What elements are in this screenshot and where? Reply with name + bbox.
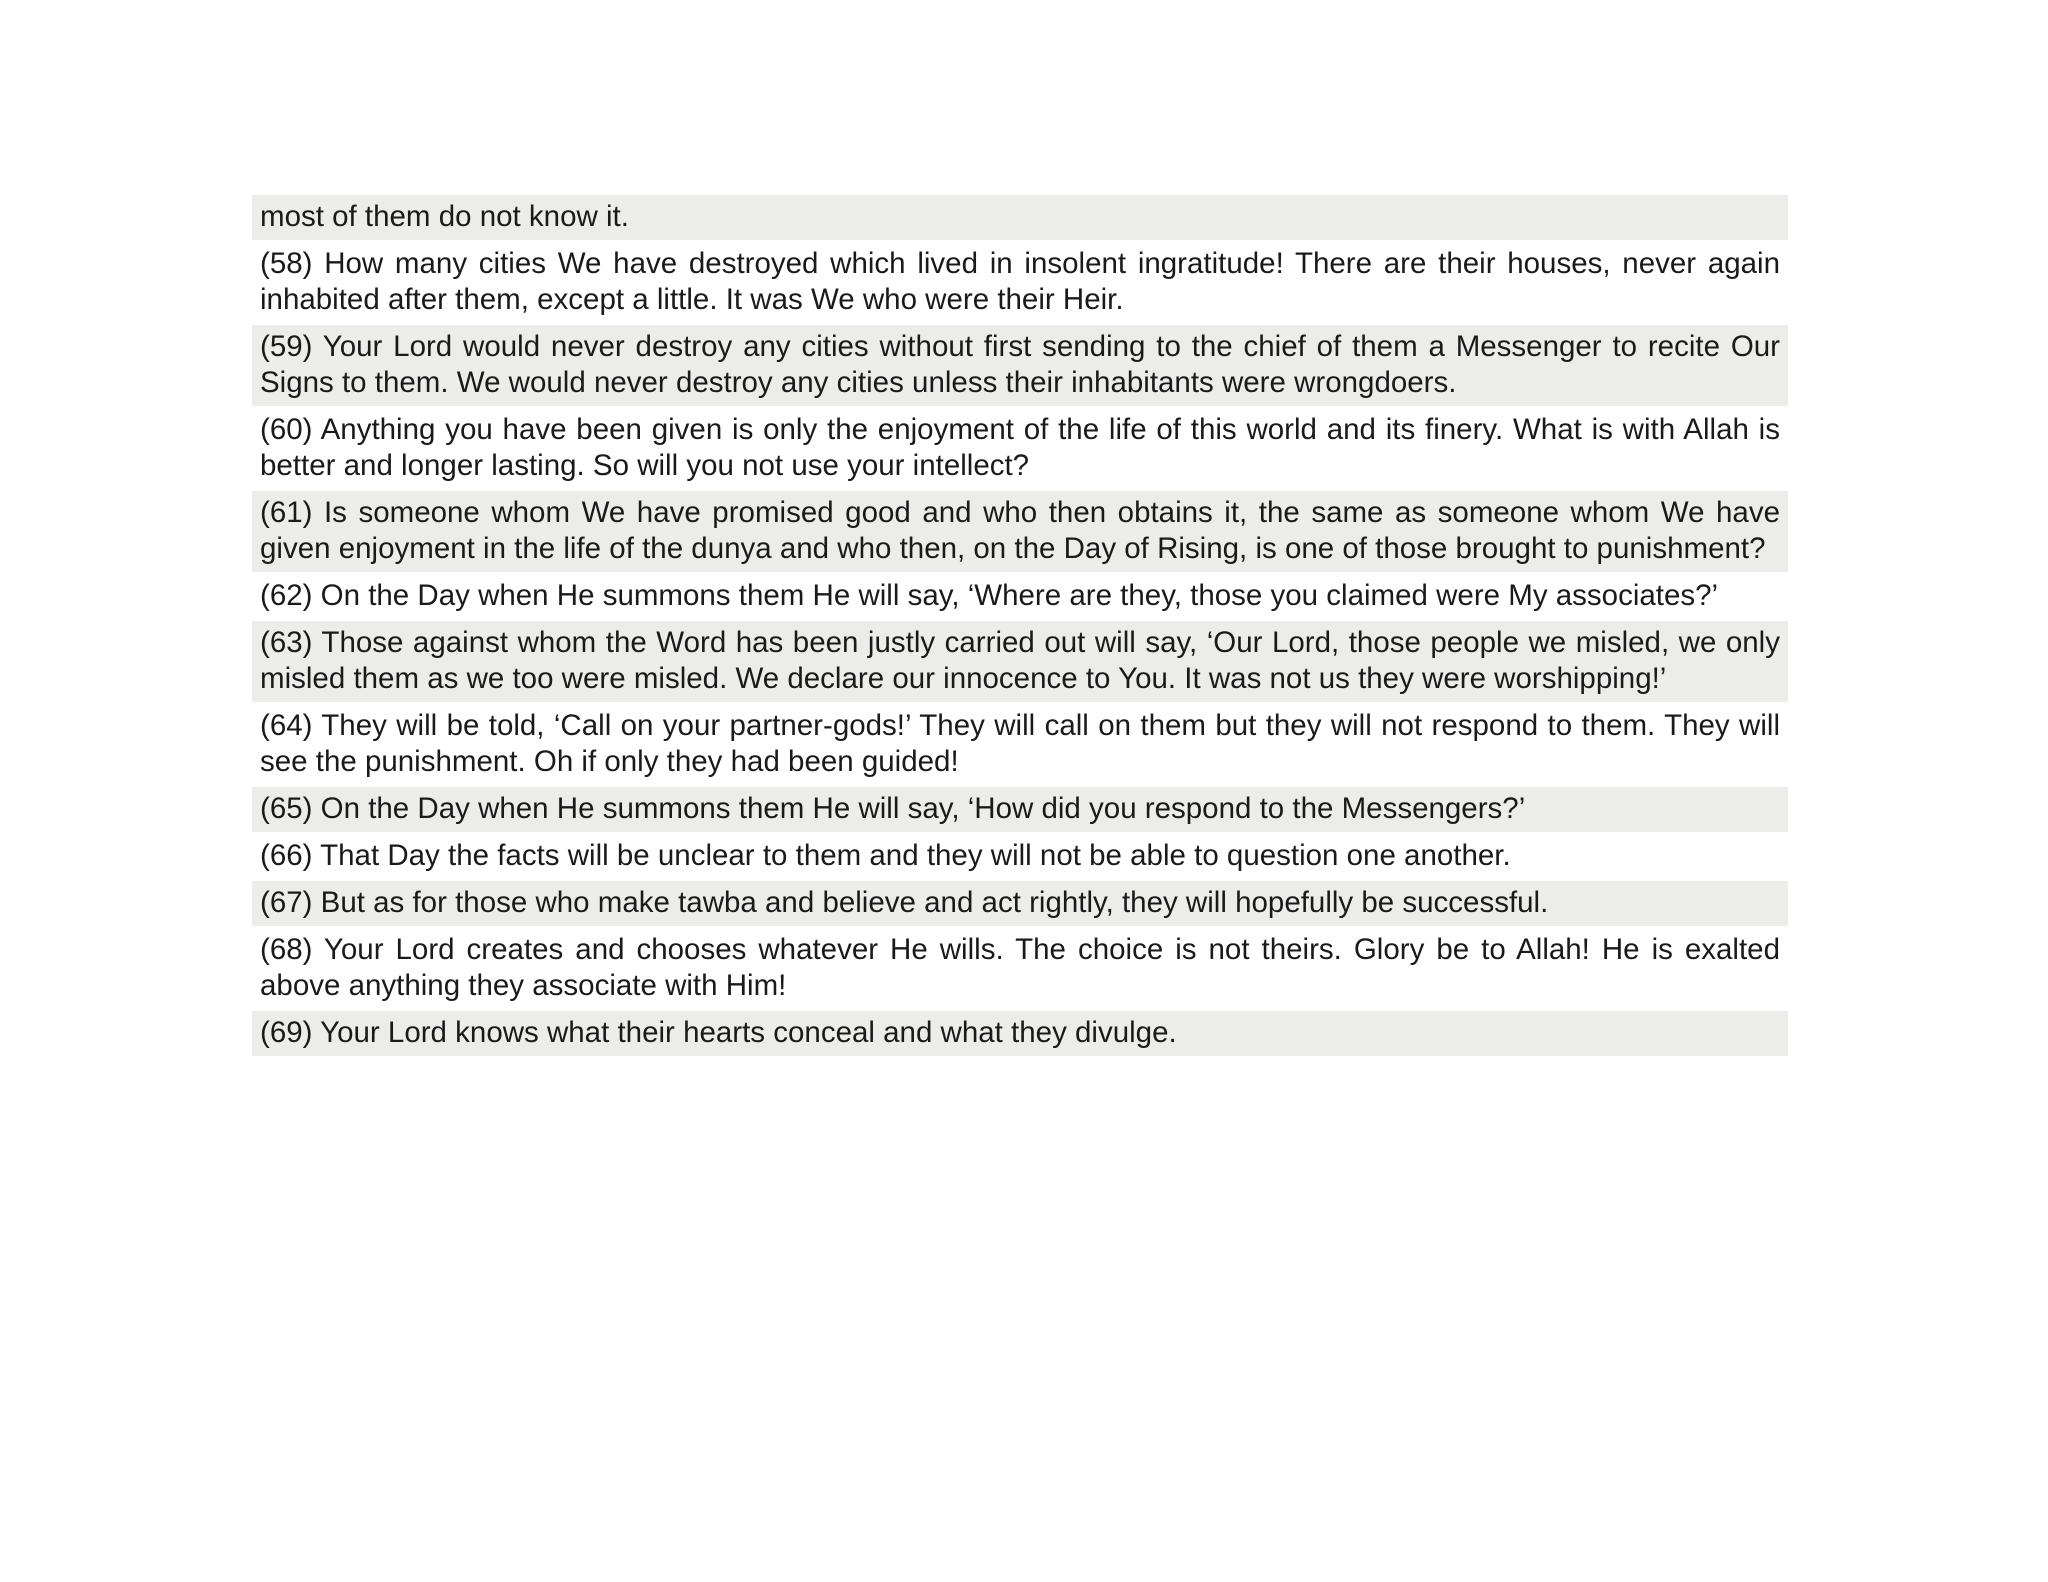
verse-row: (58) How many cities We have destroyed which lived in insolent ingratitude! There are their houses, never again inhabited after them, except a little. It was We who were their Heir. (252, 242, 1788, 323)
verse-row: (60) Anything you have been given is only the enjoyment of the life of this world and its finery. What is with Allah is better and longer lasting. So will you not use your intellect? (252, 408, 1788, 489)
verse-row: (63) Those against whom the Word has been justly carried out will say, ‘Our Lord, those people we misled, we only misled them as we too were misled. We declare our innocence to You. It was not us they were worshipping!’ (252, 621, 1788, 702)
verse-row: (64) They will be told, ‘Call on your partner-gods!’ They will call on them but they will not respond to them. They will see the punishment. Oh if only they had been guided! (252, 704, 1788, 785)
verse-row: (66) That Day the facts will be unclear to them and they will not be able to question one another. (252, 834, 1788, 879)
verse-row: (61) Is someone whom We have promised good and who then obtains it, the same as someone whom We have given enjoyment in the life of the dunya and who then, on the Day of Rising, is one of those brought to punishment? (252, 491, 1788, 572)
verse-row: (59) Your Lord would never destroy any cities without first sending to the chief of them a Messenger to recite Our Signs to them. We would never destroy any cities unless their inhabitants were wrongdoers. (252, 325, 1788, 406)
verse-row: (67) But as for those who make tawba and believe and act rightly, they will hopefully be successful. (252, 881, 1788, 926)
verse-row: (68) Your Lord creates and chooses whatever He wills. The choice is not theirs. Glory be to Allah! He is exalted above anything they associate with Him! (252, 928, 1788, 1009)
verse-table (252, 195, 1788, 1058)
verse-row: (69) Your Lord knows what their hearts conceal and what they divulge. (252, 1011, 1788, 1056)
verse-row: (65) On the Day when He summons them He will say, ‘How did you respond to the Messengers?’ (252, 787, 1788, 832)
verse-row: most of them do not know it. (252, 195, 1788, 240)
verse-row: (62) On the Day when He summons them He will say, ‘Where are they, those you claimed were My associates?’ (252, 574, 1788, 619)
